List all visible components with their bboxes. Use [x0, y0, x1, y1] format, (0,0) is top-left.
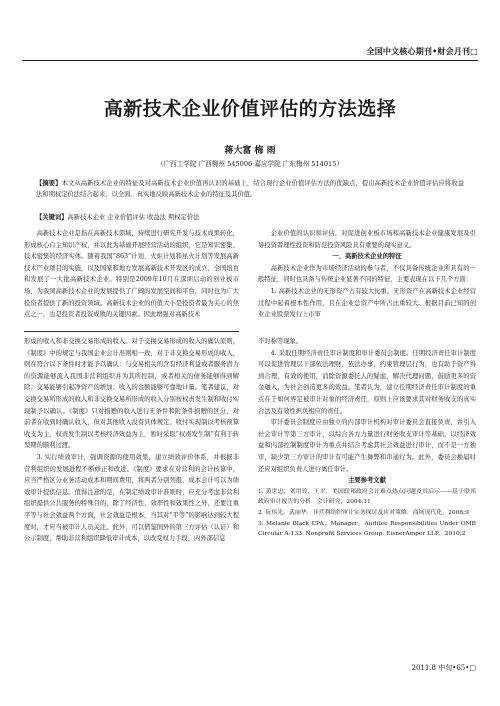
keywords — [36, 212, 464, 223]
paragraph: 4. 采取任期经济责任审计制度和审计委员会制度。任期经济责任审计制度可以促进管理层干部依法理财、依法办事，约束管理层行为，也有助于资产得到合理、有效的使用，消除资源委托人的疑虑，解决代理问题，鼓励更多的资金融入，为社会创造更多的效益。笔者认为，建立任期经济责任审计制度的重点在于如何界定被审计对象的经济责任，原则上应该要求其对财务收支的真实合法及有效性担负相应的责任。 — [258, 349, 476, 415]
paragraph: 3. 实行绩效审计，强调资源的使用效果，建立绩效评价体系，并根据非营利组织的发展进程不断修正和改进。《制度》要求在对营利的会计核算中，应当严格区分业务活动成本和期间费用，将两者分别列报，成本会计可以为绩效审计提供信息。值得注意的是，在制定绩效审计准则时，应充分考虑非营利组织提供公共服务的特殊目的，除了经济性、效率性和效果性之外，还要注重平等与社会效益两个方面，社会效益是根本，当其对“平等”的影响达到较大程度时，才应当被审计人员关注。此外，可以借鉴国外的第三方评估（认证）和公示制度，帮助非营利组织降低审计成本，以改变权力手段，内外部信息 — [24, 453, 239, 543]
abstract-label: 【摘要】 — [36, 180, 62, 187]
paragraph: 高新技术企业是指在高新技术领域，持续进行研究开发与技术成果转化，形成核心自主知识产权，并以此为基础开展经营活动的组织，它是知识密集、技术密集的经济实体。随着我国“863”计划、火炬计划和星火计划等发展高新技术产业项目的实施，以及国家和地方发展高新技术开发区的成立，全国培育和发展了一大批高新技术企业。特别是2009年10月在深圳启动的创业板市场，为我国高新技术企业的发展提供了广阔的发展空间和平台，同时也为广大投资者提供了新的投资领域。高新技术企业的价值大小是投资者最为关心的焦点之一，也是投资者投资成败的关键因素。因此增强对高新技术 — [24, 230, 239, 319]
article-title: 高新技术企业价值评估的方法选择 — [103, 98, 397, 120]
page-footer: 2011.8 中旬•65•□ — [411, 664, 476, 672]
reference-item: 2. 阮伟光，武丽华．非营利组织审计实务探讨及应对策略．商场现代化，2008;9 — [258, 509, 469, 516]
references-heading: 主要参考文献 — [348, 477, 386, 485]
paragraph: 不对称等现象。 — [258, 338, 303, 345]
paragraph: 企业价值的认识和评估，对促进创业板市场和高新技术企业健康发展及引导投资者理性投资和防范投资风险具有重要的现实意义。 — [258, 230, 476, 249]
abstract — [36, 178, 464, 200]
body-column-2 — [258, 228, 476, 321]
journal-header: 全国中文核心期刊•财会月刊□ — [366, 47, 478, 56]
body-column-3 — [24, 336, 239, 545]
body-column-1 — [24, 228, 239, 321]
paragraph: 1. 高新技术企业的无形资产占有较大比重。无形资产在高新技术企业经营过程中起着根本性作用，且在企业总资产中所占比重较大。根据目前已知的创业企业股票发行上市审 — [258, 287, 476, 319]
reference-item: 1. 黄世忠，刘用铨，王平．美国联邦政府会计难点热点问题及其启示——基于联邦政府审计报告的分析．会计研究，2004;11 — [258, 488, 476, 506]
article-authors: 蒋大富 梅 雨 — [224, 146, 276, 156]
reference-item: 3. Melanie Black CPA，Manager，Auditee Responsibilities Under OMB Circular A-133. Nonprofit Services Group. EisnerAmper LLP，2010;2 — [258, 520, 476, 538]
body-column-4 — [258, 336, 476, 540]
article-affiliation: （广西工学院 广西柳州 545006 嘉应学院 广东梅州 514015） — [156, 160, 344, 168]
paragraph: 高新技术企业作为市场经济活动的参与者，不仅具备传统企业所具有的一般特征，同时也具备与传统企业显著不同的特征，主要表现在以下几个方面： — [258, 264, 476, 284]
section-heading: 一、高新技术企业的特征 — [332, 253, 402, 261]
paragraph: 形成的收入和非交换交易形成的收入。对于交换交易形成的收入的确认原则，《制度》中的规定与我国企业会计准则相一致，对于非交换交易形成的收入，则在符合以下条件时才能予以确认：与交易相关的含有经济利益或者服务潜力的资源能够流入我国非营利组织并为其所控制，或者相关的债务能够得到解除；交易能够引起净资产的增加；收入的金额能够可靠地计量。笔者建议，对交换交易所形成的收入和非交换交易所形成的收入分别按权责发生制和收付实现制予以确认。《制度》只对捐赠的收入进行无条件和附条件捐赠的区分，对前者在收到时确认收入，但对其他收入没有具体规定。收付实现制以考核预算收支为主，权责发生制以考核经济效益为主，暂时采取“权责发生制”有利于转型期的顺利过渡。 — [24, 338, 239, 450]
paragraph: 审计委员会制度应由独立的内部审计机构对审计委员会直接负责，并引入社会审计等第三方审计，以综合各方力量进行财务收支审计等基础，以经济效益和内部控制制度审计为重点并结合考虑其社会效益进行审计，而不是一方独审，缺少第三方审计的审计有可能产生舞弊和串通行为。此外，委员会换届时还应对组织负责人进行离任审计。 — [258, 419, 476, 473]
header-rule — [22, 60, 478, 61]
abstract-text: 本文从高新技术企业的特征及对高新技术企业价值再认识的基础上，结合现行企业价值评估方法的优缺点，提出高新技术企业价值评估应将收益法和期权定价法结合起来，以全面、真实地反映高新技术企业的特征及其价值。 — [36, 180, 465, 198]
keywords-label: 【关键词】 — [36, 214, 68, 221]
keywords-text: 高新技术企业 企业价值评估 收益法 期权定价法 — [67, 214, 200, 221]
article-separator — [24, 331, 239, 332]
